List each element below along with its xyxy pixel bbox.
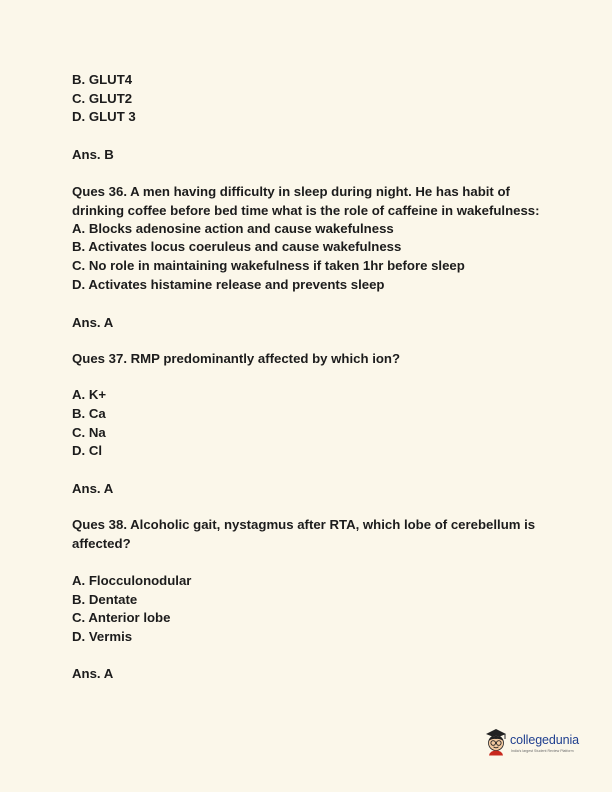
- q36-option-d: D. Activates histamine release and prevents sleep: [72, 277, 385, 292]
- q36-answer: Ans. A: [72, 315, 114, 330]
- q37-option-c: C. Na: [72, 425, 106, 440]
- q38-question-line-2: affected?: [72, 536, 131, 551]
- q36-option-b: B. Activates locus coeruleus and cause wakefulness: [72, 239, 402, 254]
- q38-option-b: B. Dentate: [72, 592, 138, 607]
- q36-option-a: A. Blocks adenosine action and cause wakefulness: [72, 221, 394, 236]
- q35-answer: Ans. B: [72, 147, 114, 162]
- brand-tagline: India's largest Student Review Platform: [511, 749, 574, 753]
- q36-question-line-1: Ques 36. A men having difficulty in sleep during night. He has habit of: [72, 184, 510, 199]
- q35-option-c: C. GLUT2: [72, 91, 133, 106]
- q36-option-c: C. No role in maintaining wakefulness if taken 1hr before sleep: [72, 258, 465, 273]
- q37-option-b: B. Ca: [72, 406, 106, 421]
- q35-option-d: D. GLUT 3: [72, 109, 136, 124]
- q38-option-c: C. Anterior lobe: [72, 610, 171, 625]
- q37-question: Ques 37. RMP predominantly affected by which ion?: [72, 351, 401, 366]
- mascot-icon: [483, 728, 509, 756]
- q38-option-d: D. Vermis: [72, 629, 133, 644]
- collegedunia-logo: [483, 728, 593, 758]
- q38-answer: Ans. A: [72, 666, 114, 681]
- brand-name: collegedunia: [510, 733, 579, 747]
- q35-option-b: B. GLUT4: [72, 72, 133, 87]
- q38-question-line-1: Ques 38. Alcoholic gait, nystagmus after RTA, which lobe of cerebellum is: [72, 517, 536, 532]
- q37-option-d: D. Cl: [72, 443, 103, 458]
- q36-question-line-2: drinking coffee before bed time what is the role of caffeine in wakefulness:: [72, 203, 540, 218]
- q37-answer: Ans. A: [72, 481, 114, 496]
- q38-option-a: A. Flocculonodular: [72, 573, 192, 588]
- q37-option-a: A. K+: [72, 387, 107, 402]
